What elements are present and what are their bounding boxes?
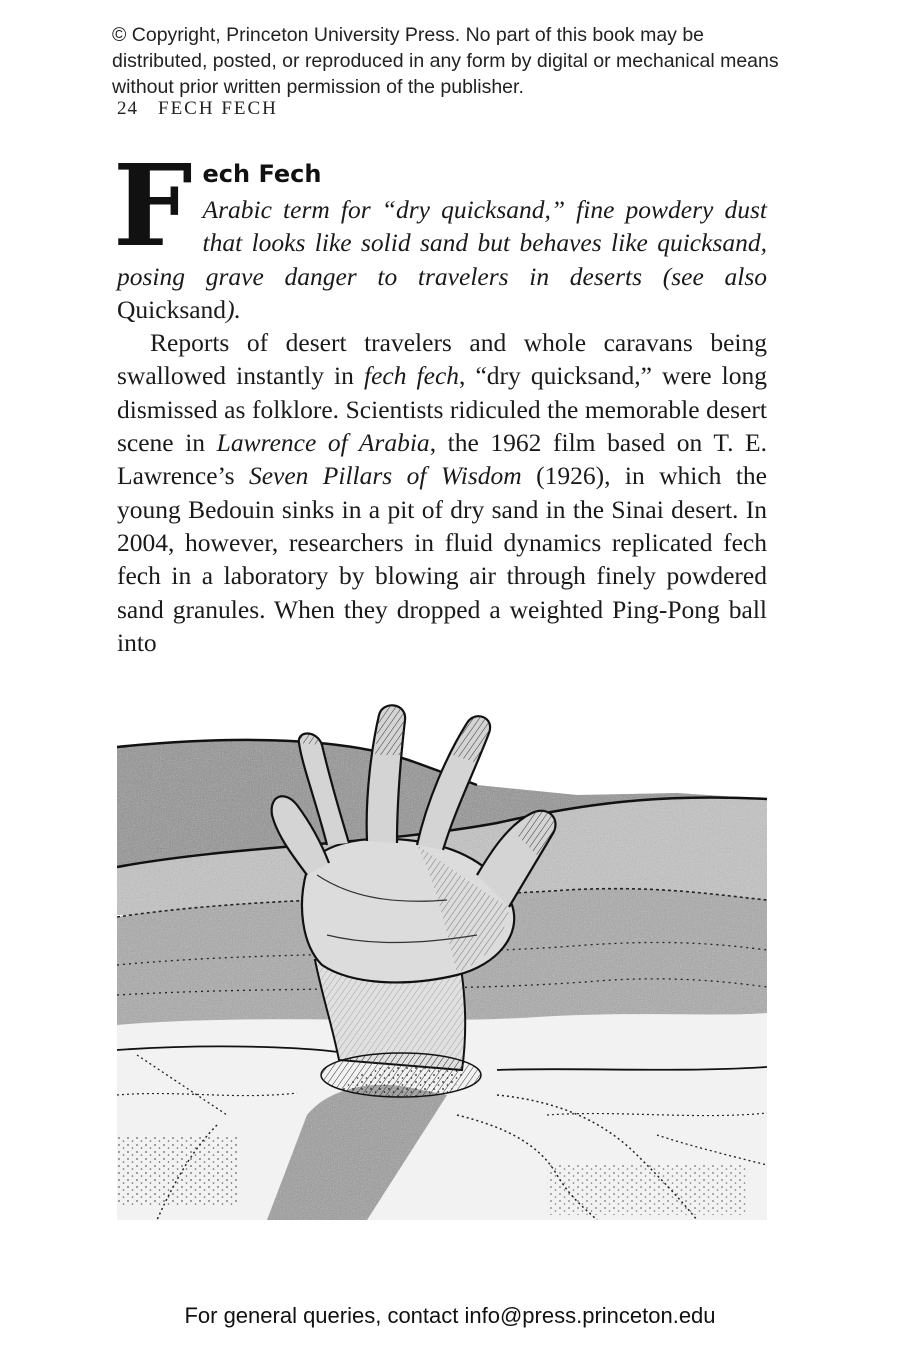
entry-body-paragraph [117,326,767,659]
body-text-1: Reports of desert travelers and whole caravans being swallowed instantly in [117,328,767,391]
body-text-2: , “dry quicksand,” were long dismissed as folklore. Scientists ridiculed the memorable desert scene in [117,361,767,458]
sinking-hand-illustration [117,695,767,1220]
body-film-title: Lawrence of Arabia [216,428,430,458]
body-italic-term: fech fech [363,361,460,391]
definition-cross-reference: Quicksand [117,294,227,324]
entry-headword: ech Fech [202,160,322,188]
encyclopedia-entry [113,141,767,659]
running-head [117,98,278,120]
definition-text: Arabic term for “dry quicksand,” fine powdery dust that looks like solid sand but behaves like quicksand, posing grave danger to travelers in deserts (see also [117,195,767,291]
body-book-title: Seven Pillars of Wisdom [248,461,522,491]
drop-cap: F [113,141,193,272]
body-text-4: (1926), in which the young Bedouin sinks in a pit of dry sand in the Sinai desert. In 2004, however, researchers in fluid dynamics replicated fech fech in a laboratory by blowing air through finely powdered sand granules. When they dropped a weighted Ping-Pong ball into [117,461,767,657]
page-number: 24 [117,98,138,119]
body-text-3: , the 1962 film based on T. E. Lawrence’s [117,428,767,491]
copyright-notice: © Copyright, Princeton University Press. No part of this book may be distributed, posted, or reproduced in any form by digital or mechanical means without prior written permission of the publisher. [112,24,779,98]
definition-close: ). [226,294,241,324]
entry-definition [117,193,767,326]
footer-contact: For general queries, contact info@press.princeton.edu [184,1303,716,1328]
running-head-title: FECH FECH [158,98,278,119]
